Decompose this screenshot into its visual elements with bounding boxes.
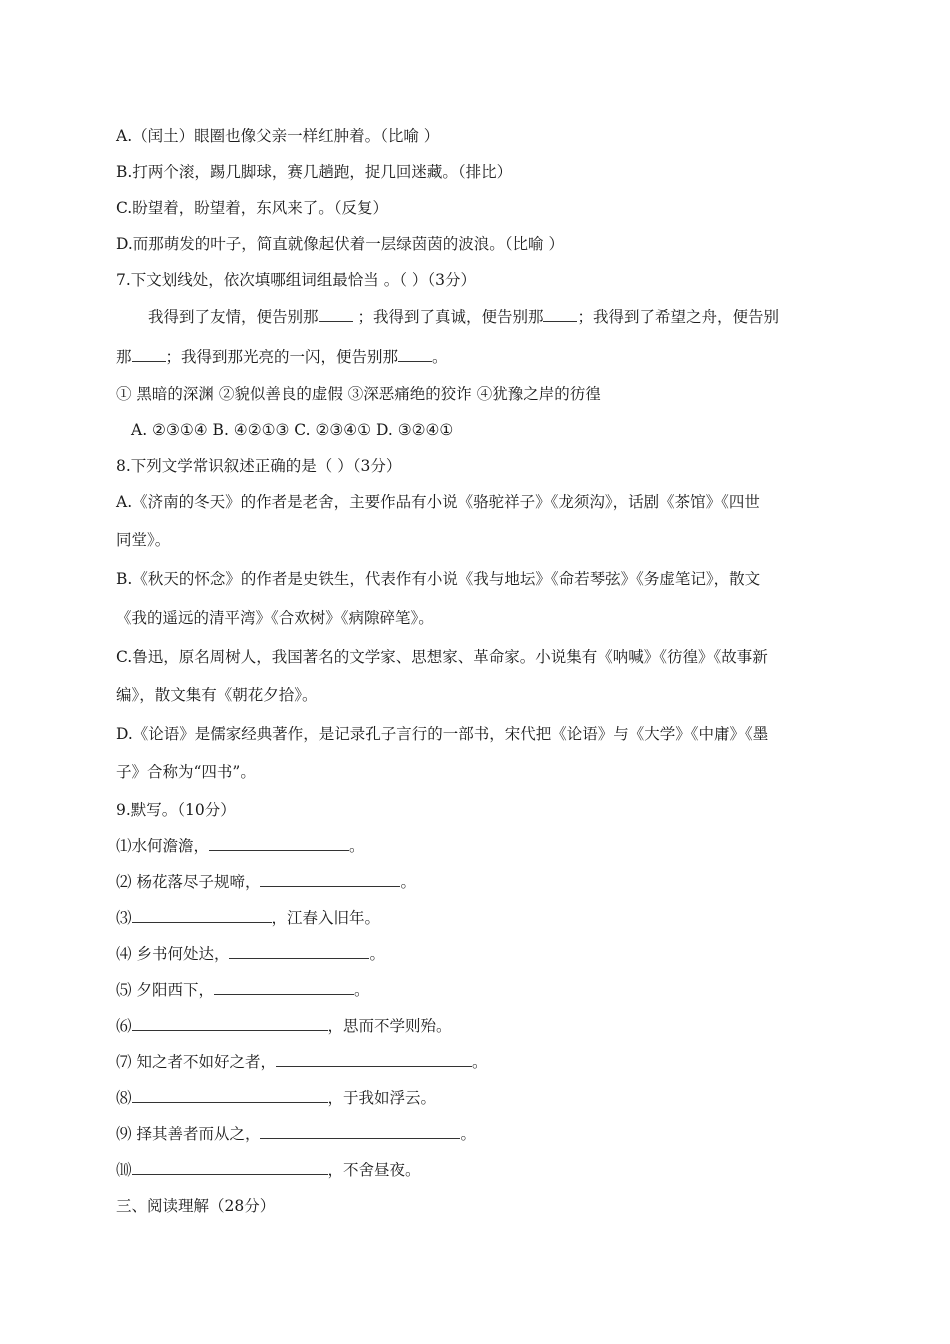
q9-line-suffix: ，江春入旧年。	[271, 909, 381, 927]
q6-option-c: C.盼望着，盼望着，东风来了。（反复）	[116, 199, 388, 217]
q9-line-2	[116, 872, 416, 892]
q9-stem: 9.默写。（10分）	[116, 801, 236, 819]
q9-line-number: ⑽	[116, 1161, 132, 1179]
q7-passage-text: 我得到了友情，便告别那	[148, 308, 319, 326]
q9-answer-blank	[132, 908, 272, 923]
q9-line-number: ⑷	[116, 945, 132, 963]
q9-line-number: ⑸	[116, 981, 132, 999]
section-3-heading: 三、阅读理解（28分）	[116, 1197, 276, 1215]
q7-stem: 7.下文划线处，依次填哪组词组最恰当 。（ ）（3分）	[116, 271, 477, 289]
q8-option-d-line2: 子》合称为“四书”。	[116, 763, 256, 781]
q9-answer-blank	[229, 944, 369, 959]
q8-option-c-line2: 编》，散文集有《朝花夕拾》。	[116, 686, 318, 704]
q8-option-b-line1: B.《秋天的怀念》的作者是史铁生，代表作有小说《我与地坛》《命若琴弦》《务虚笔记》，散文	[116, 570, 761, 588]
q9-line-number: ⑹	[116, 1017, 132, 1035]
q9-line-10	[116, 1160, 421, 1180]
q7-passage-line1	[148, 307, 779, 327]
q9-line-prefix: 知之者不如好之者，	[131, 1053, 276, 1071]
q9-line-suffix: ，不舍昼夜。	[327, 1161, 421, 1179]
q9-line-3	[116, 908, 380, 928]
q9-line-suffix: ，思而不学则殆。	[327, 1017, 452, 1035]
q9-line-1	[116, 836, 365, 856]
q9-line-suffix: 。	[369, 945, 385, 963]
q9-answer-blank	[132, 1088, 328, 1103]
q9-line-5	[116, 980, 369, 1000]
q7-passage-text: 。	[432, 348, 448, 366]
q9-line-suffix: 。	[471, 1053, 488, 1071]
q9-line-suffix: ，于我如浮云。	[327, 1089, 437, 1107]
q8-stem: 8.下列文学常识叙述正确的是（ ）（3分）	[116, 457, 402, 475]
q9-line-suffix: 。	[460, 1125, 476, 1143]
q7-blank-2	[543, 307, 577, 322]
q7-blank-3	[132, 347, 166, 362]
q9-line-suffix: 。	[353, 981, 370, 999]
q9-line-prefix: 乡书何处达，	[131, 945, 230, 963]
q7-passage-text: 那	[116, 348, 132, 366]
q9-line-suffix: 。	[400, 873, 416, 891]
q6-option-d: D.而那萌发的叶子，简直就像起伏着一层绿茵茵的波浪。（比喻 ）	[116, 235, 564, 253]
q8-option-c-line1: C.鲁迅，原名周树人，我国著名的文学家、思想家、革命家。小说集有《呐喊》《彷徨》《故事新	[116, 648, 768, 666]
q7-blank-4	[398, 347, 432, 362]
q9-line-6	[116, 1016, 452, 1036]
q8-option-a-line1: A.《济南的冬天》的作者是老舍，主要作品有小说《骆驼祥子》《龙须沟》，话剧《茶馆》《四世	[116, 493, 760, 511]
q9-answer-blank	[132, 1160, 328, 1175]
q6-option-a: A.（闰土）眼圈也像父亲一样红肿着。（比喻 ）	[116, 127, 440, 145]
q9-line-number: ⑶	[116, 909, 132, 927]
q9-line-9	[116, 1124, 476, 1144]
q8-option-d-line1: D.《论语》是儒家经典著作，是记录孔子言行的一部书，宋代把《论语》与《大学》《中庸》《墨	[116, 725, 769, 743]
q9-answer-blank	[260, 1124, 460, 1139]
q7-blank-1	[319, 307, 353, 322]
q9-line-number: ⑻	[116, 1089, 132, 1107]
q9-line-8	[116, 1088, 436, 1108]
q7-passage-text: ；我得到了希望之舟，便告别	[577, 308, 779, 326]
q9-line-prefix: 夕阳西下，	[131, 981, 214, 999]
q9-line-number: ⑺	[116, 1053, 132, 1071]
q7-passage-text: ；我得到了真诚，便告别那	[357, 308, 544, 326]
q8-option-b-line2: 《我的遥远的清平湾》《合欢树》《病隙碎笔》。	[116, 609, 434, 627]
q7-passage-text: ；我得到那光亮的一闪，便告别那	[165, 348, 399, 366]
q9-answer-blank	[276, 1052, 472, 1067]
q9-line-7	[116, 1052, 487, 1072]
q9-line-suffix: 。	[349, 837, 365, 855]
q9-line-number: ⑵	[116, 873, 132, 891]
q8-option-a-line2: 同堂》。	[116, 531, 171, 549]
q6-option-b: B.打两个滚，踢几脚球，赛几趟跑，捉几回迷藏。（排比）	[116, 163, 513, 181]
q7-passage-line2	[116, 347, 448, 367]
q9-line-prefix: 杨花落尽子规啼，	[131, 873, 261, 891]
q7-items: ① 黑暗的深渊 ②貌似善良的虚假 ③深恶痛绝的狡诈 ④犹豫之岸的彷徨	[116, 385, 601, 403]
q9-answer-blank	[132, 1016, 328, 1031]
q9-answer-blank	[214, 980, 354, 995]
q9-line-prefix: 择其善者而从之，	[131, 1125, 261, 1143]
q9-line-4	[116, 944, 385, 964]
q9-answer-blank	[260, 872, 400, 887]
q9-line-number: ⑴	[116, 837, 132, 855]
q9-answer-blank	[209, 836, 349, 851]
q9-line-prefix: 水何澹澹，	[131, 837, 210, 855]
q7-options: A. ②③①④ B. ④②①③ C. ②③④① D. ③②④①	[131, 421, 454, 439]
q9-line-number: ⑼	[116, 1125, 132, 1143]
